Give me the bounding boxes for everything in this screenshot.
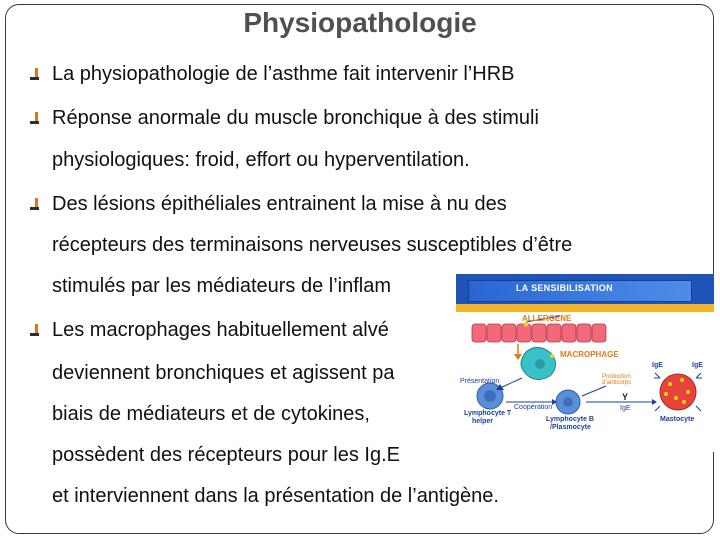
production-label: Production d’anticorps bbox=[602, 374, 632, 386]
mastocyte-label: Mastocyte bbox=[660, 416, 695, 423]
bullet-4-line-5: et interviennent dans la présentation de l’antigène. bbox=[52, 485, 499, 507]
y-mark: Y bbox=[622, 392, 629, 402]
bullet-3-line-3: stimulés par les médiateurs de l’inflam bbox=[52, 275, 392, 297]
bullet-icon bbox=[30, 68, 39, 80]
bullet-3-line-2: récepteurs des terminaisons nerveuses susceptibles d’être bbox=[52, 234, 573, 256]
ige-right-label: IgE bbox=[692, 362, 703, 369]
lymphocyte-t-sublabel: helper bbox=[472, 418, 494, 425]
allergen-label: ALLERGENE bbox=[522, 314, 572, 323]
figure-header-text: LA SENSIBILISATION bbox=[516, 283, 613, 293]
sensibilisation-figure bbox=[456, 274, 714, 452]
lymphocyte-b-sublabel: /Plasmocyte bbox=[550, 424, 591, 431]
bullet-icon bbox=[30, 112, 39, 124]
mastocyte-cell bbox=[660, 374, 696, 410]
bullet-4-line-3: biais de médiateurs et de cytokines, bbox=[52, 403, 370, 425]
bullet-1-line-1: La physiopathologie de l’asthme fait intervenir l’HRB bbox=[52, 63, 515, 85]
bullet-2-line-2: physiologiques: froid, effort ou hyperventilation. bbox=[52, 149, 470, 171]
bullet-2-line-1: Réponse anormale du muscle bronchique à des stimuli bbox=[52, 107, 539, 129]
epithelium-cells bbox=[472, 324, 606, 342]
bullet-icon bbox=[30, 198, 39, 210]
bullet-3-line-1: Des lésions épithéliales entrainent la mise à nu des bbox=[52, 193, 507, 215]
slide-title: Physiopathologie bbox=[243, 7, 477, 38]
cooperation-label: Coopération bbox=[514, 404, 553, 411]
bullet-4-line-1: Les macrophages habituellement alvé bbox=[52, 319, 389, 341]
macrophage-label: MACROPHAGE bbox=[560, 350, 619, 359]
lymphocyte-t-label: Lymphocyte T bbox=[464, 410, 512, 417]
bullet-4-line-2: deviennent bronchiques et agissent pa bbox=[52, 362, 395, 384]
ige-under-label: IgE bbox=[620, 405, 631, 412]
ige-left-label: IgE bbox=[652, 362, 663, 369]
bullet-4-line-4: possèdent des récepteurs pour les Ig.E bbox=[52, 444, 400, 466]
presentation-label: Présentation bbox=[460, 378, 500, 385]
lymphocyte-b-label: Lymphocyte B bbox=[546, 416, 594, 423]
bullet-icon bbox=[30, 324, 39, 336]
